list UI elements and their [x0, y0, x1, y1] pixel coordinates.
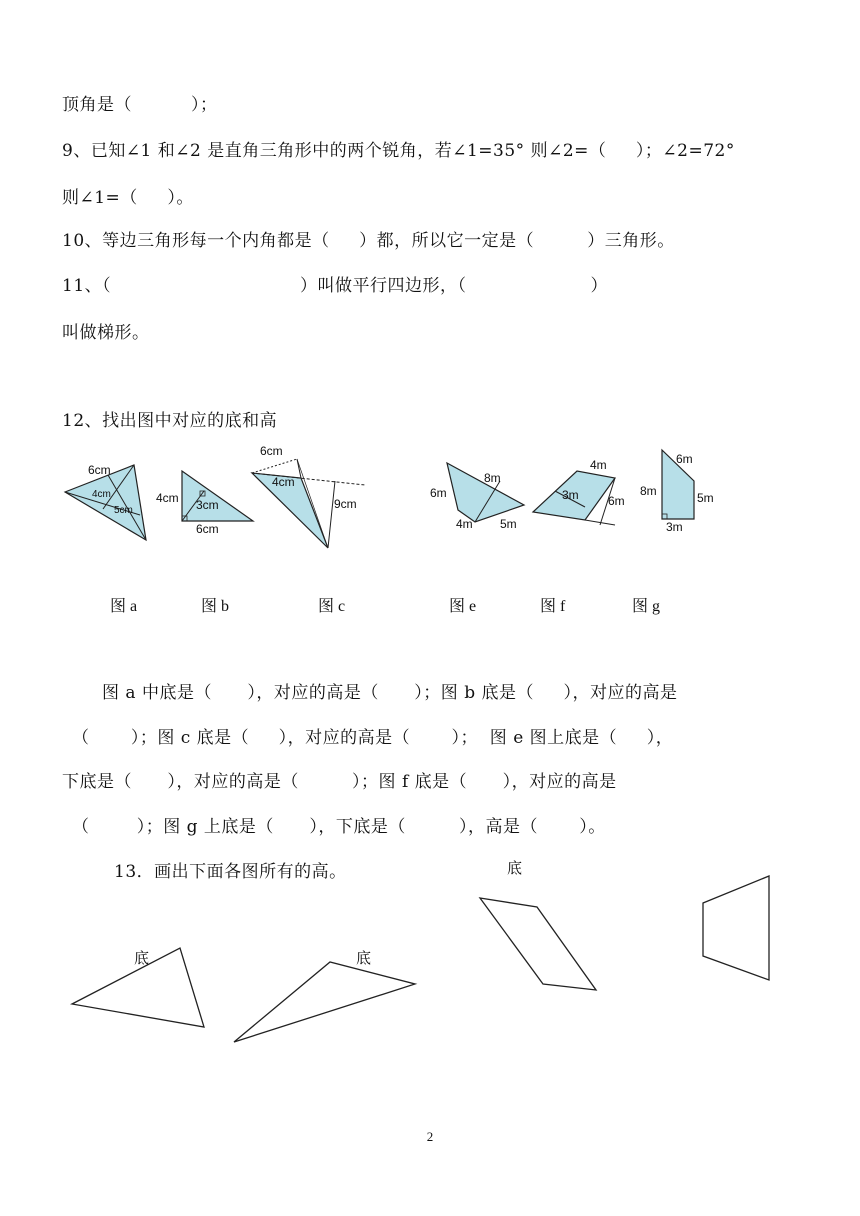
- label-g-3m: 3m: [666, 520, 683, 534]
- answer-line-3: 下底是（ ），对应的高是（ ）；图 f 底是（ ），对应的高是: [62, 772, 617, 792]
- figure-c: [252, 444, 365, 548]
- figure-g: [640, 450, 714, 534]
- label-g-5m: 5m: [697, 491, 714, 505]
- label-e-5m: 5m: [500, 517, 517, 531]
- label-e-4m: 4m: [456, 517, 473, 531]
- q13-parallelogram: [480, 859, 596, 990]
- answer-line-2: （ ）；图 c 底是（ ），对应的高是（ ）； 图 e 图上底是（ ），: [72, 728, 674, 748]
- caption-figure-e: 图 e: [449, 598, 477, 615]
- label-c-9cm: 9cm: [334, 497, 357, 511]
- caption-figure-a: 图 a: [110, 598, 138, 615]
- q13-triangle-1: [72, 948, 204, 1027]
- label-f-3m: 3m: [562, 488, 579, 502]
- label-base-2: 底: [356, 949, 372, 967]
- question-11-cont: 叫做梯形。: [62, 323, 150, 343]
- label-b-4cm: 4cm: [156, 491, 179, 505]
- label-a-4cm: 4cm: [92, 489, 111, 500]
- question-13: 13．画出下面各图所有的高。: [114, 862, 347, 882]
- label-b-3cm: 3cm: [196, 498, 219, 512]
- label-f-6m: 6m: [608, 494, 625, 508]
- label-c-6cm: 6cm: [260, 444, 283, 458]
- caption-figure-g: 图 g: [632, 598, 661, 615]
- caption-figure-c: 图 c: [318, 598, 346, 615]
- question-10: 10、等边三角形每一个内角都是（ ）都，所以它一定是（ ）三角形。: [62, 231, 675, 251]
- answer-line-1: 图 a 中底是（ ），对应的高是（ ）；图 b 底是（ ），对应的高是: [102, 683, 678, 703]
- label-base-3: 底: [507, 859, 523, 877]
- label-b-6cm: 6cm: [196, 522, 219, 536]
- q13-trapezoid: [703, 876, 769, 980]
- question-9: 9、已知∠1 和∠2 是直角三角形中的两个锐角，若∠1=35° 则∠2=（ ）；∠2=72°: [62, 141, 735, 161]
- question-9-cont: 则∠1=（ ）。: [62, 188, 194, 208]
- question-11: 11、（ ）叫做平行四边形，（ ）: [62, 276, 609, 296]
- label-g-8m: 8m: [640, 484, 657, 498]
- label-a-5cm: 5cm: [114, 505, 133, 516]
- label-a-6cm: 6cm: [88, 463, 111, 477]
- question-12: 12、找出图中对应的底和高: [62, 411, 278, 431]
- label-c-4cm: 4cm: [272, 475, 295, 489]
- label-e-8m: 8m: [484, 471, 501, 485]
- q13-triangle-2: [234, 949, 415, 1042]
- figure-f: [533, 458, 625, 525]
- label-base-1: 底: [134, 949, 150, 967]
- caption-figure-b: 图 b: [201, 598, 230, 615]
- text-line-1: 顶角是（ ）；: [62, 95, 218, 115]
- label-g-6m: 6m: [676, 452, 693, 466]
- figure-a: [65, 463, 146, 540]
- answer-line-4: （ ）；图 g 上底是（ ），下底是（ ），高是（ ）。: [72, 817, 606, 837]
- label-e-6m: 6m: [430, 486, 447, 500]
- label-f-4m: 4m: [590, 458, 607, 472]
- figure-e: [430, 463, 524, 531]
- page-number: 2: [426, 1129, 434, 1144]
- figure-b: [156, 471, 253, 536]
- caption-figure-f: 图 f: [540, 598, 566, 615]
